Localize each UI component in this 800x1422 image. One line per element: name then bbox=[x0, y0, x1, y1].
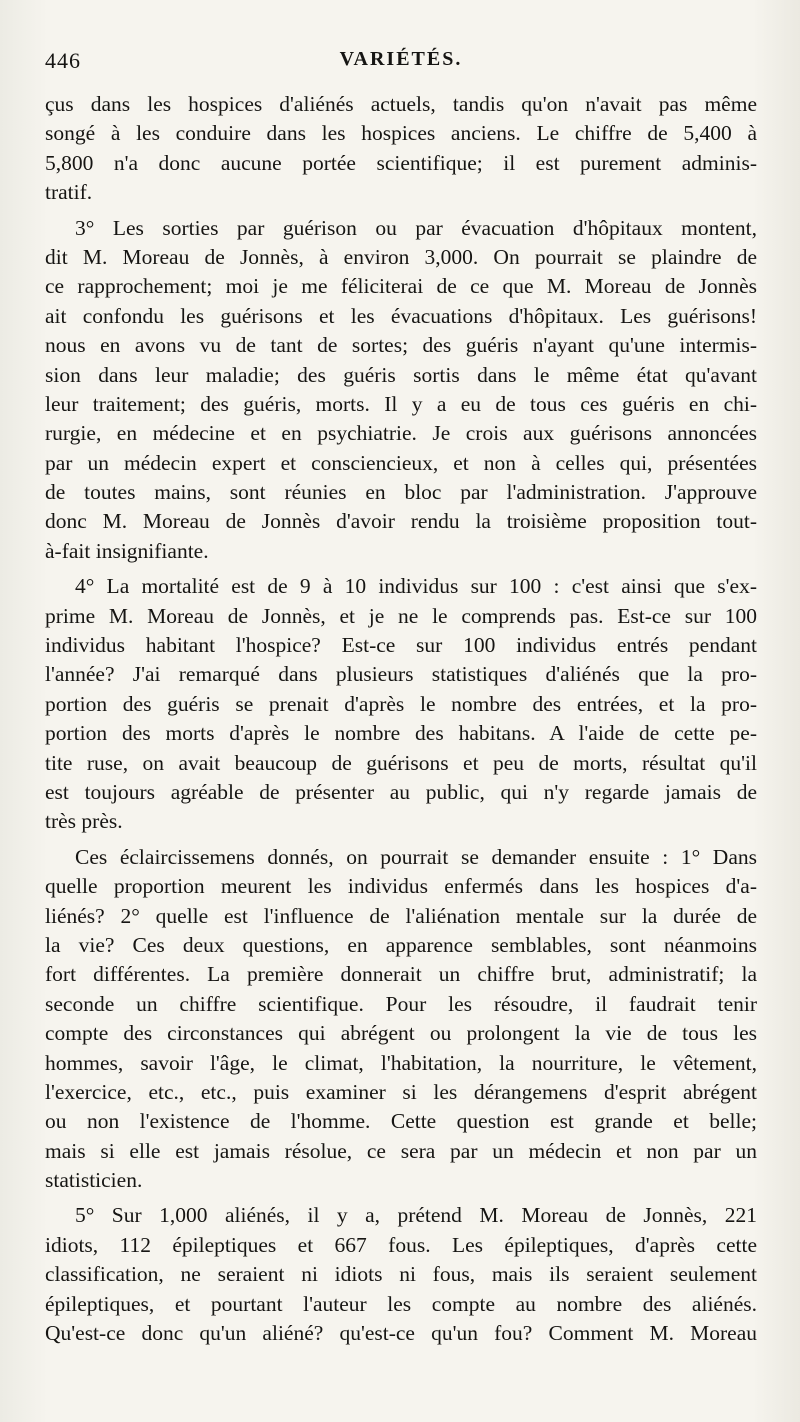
text-line: 5,800 n'a donc aucune portée scientifique; il est purement adminis- bbox=[45, 150, 757, 175]
text-line: rurgie, en médecine et en psychiatrie. Je crois aux guérisons annoncées bbox=[45, 421, 757, 446]
text-line: de toutes mains, sont réunies en bloc par l'administration. J'approuve bbox=[45, 480, 757, 505]
text-line: idiots, 112 épileptiques et 667 fous. Les épileptiques, d'après cette bbox=[45, 1232, 757, 1257]
text-line: est toujours agréable de présenter au public, qui n'y regarde jamais de bbox=[45, 779, 757, 804]
page-header bbox=[45, 48, 757, 76]
paragraph bbox=[45, 214, 757, 567]
text-line: çus dans les hospices d'aliénés actuels, tandis qu'on n'avait pas même bbox=[45, 92, 757, 116]
text-line: seconde un chiffre scientifique. Pour les résoudre, il faudrait tenir bbox=[45, 991, 757, 1016]
text-line: mais si elle est jamais résolue, ce sera par un médecin et non par un bbox=[45, 1138, 757, 1163]
text-line: nous en avons vu de tant de sortes; des guéris n'ayant qu'une intermis- bbox=[45, 333, 757, 358]
text-line: 5° Sur 1,000 aliénés, il y a, prétend M. Moreau de Jonnès, 221 bbox=[75, 1203, 757, 1228]
text-line: donc M. Moreau de Jonnès d'avoir rendu la troisième proposition tout- bbox=[45, 509, 757, 534]
paragraph bbox=[45, 90, 757, 208]
text-line: quelle proportion meurent les individus enfermés dans les hospices d'a- bbox=[45, 874, 757, 899]
text-line: portion des morts d'après le nombre des habitans. A l'aide de cette pe- bbox=[45, 721, 757, 746]
text-line: l'exercice, etc., etc., puis examiner si les dérangemens d'esprit abrégent bbox=[45, 1079, 757, 1104]
text-line: Ces éclaircissemens donnés, on pourrait se demander ensuite : 1° Dans bbox=[75, 844, 757, 869]
text-line: classification, ne seraient ni idiots ni fous, mais ils seraient seulement bbox=[45, 1262, 757, 1287]
text-line: ou non l'existence de l'homme. Cette question est grande et belle; bbox=[45, 1109, 757, 1134]
text-line: la vie? Ces deux questions, en apparence semblables, sont néanmoins bbox=[45, 932, 757, 957]
running-title: VARIÉTÉS. bbox=[339, 48, 463, 70]
paragraph bbox=[45, 843, 757, 1196]
text-line: ait confondu les guérisons et les évacuations d'hôpitaux. Les guérisons! bbox=[45, 303, 757, 328]
text-line: compte des circonstances qui abrégent ou prolongent la vie de tous les bbox=[45, 1021, 757, 1046]
text-line: l'année? J'ai remarqué dans plusieurs statistiques d'aliénés que la pro- bbox=[45, 662, 757, 687]
text-line: par un médecin expert et consciencieux, et non à celles qui, présentées bbox=[45, 450, 757, 475]
text-line: hommes, savoir l'âge, le climat, l'habitation, la nourriture, le vêtement, bbox=[45, 1050, 757, 1075]
text-line: Qu'est-ce donc qu'un aliéné? qu'est-ce qu'un fou? Comment M. Moreau bbox=[45, 1321, 757, 1346]
text-line: à-fait insignifiante. bbox=[45, 538, 209, 563]
text-line: portion des guéris se prenait d'après le nombre des entrées, et la pro- bbox=[45, 691, 757, 716]
text-line: statisticien. bbox=[45, 1168, 143, 1193]
page-number: 446 bbox=[45, 48, 81, 73]
text-line: prime M. Moreau de Jonnès, et je ne le comprends pas. Est-ce sur 100 bbox=[45, 603, 757, 628]
body-text bbox=[45, 90, 757, 1348]
paragraph bbox=[45, 1201, 757, 1348]
text-line: ce rapprochement; moi je me féliciterai de ce que M. Moreau de Jonnès bbox=[45, 274, 757, 299]
text-line: épileptiques, et pourtant l'auteur les compte au nombre des aliénés. bbox=[45, 1291, 757, 1316]
text-line: dit M. Moreau de Jonnès, à environ 3,000. On pourrait se plaindre de bbox=[45, 244, 757, 269]
text-line: leur traitement; des guéris, morts. Il y a eu de tous ces guéris en chi- bbox=[45, 391, 757, 416]
text-line: très près. bbox=[45, 809, 123, 834]
text-line: 3° Les sorties par guérison ou par évacuation d'hôpitaux montent, bbox=[75, 215, 757, 240]
text-line: tite ruse, on avait beaucoup de guérisons et peu de morts, résultat qu'il bbox=[45, 750, 757, 775]
text-line: fort différentes. La première donnerait un chiffre brut, administratif; la bbox=[45, 962, 757, 987]
text-line: tratif. bbox=[45, 180, 93, 205]
text-line: 4° La mortalité est de 9 à 10 individus sur 100 : c'est ainsi que s'ex- bbox=[75, 574, 757, 599]
text-line: liénés? 2° quelle est l'influence de l'aliénation mentale sur la durée de bbox=[45, 903, 757, 928]
text-line: songé à les conduire dans les hospices anciens. Le chiffre de 5,400 à bbox=[45, 121, 757, 146]
text-line: individus habitant l'hospice? Est-ce sur 100 individus entrés pendant bbox=[45, 633, 757, 658]
paragraph bbox=[45, 572, 757, 837]
text-line: sion dans leur maladie; des guéris sortis dans le même état qu'avant bbox=[45, 362, 757, 387]
